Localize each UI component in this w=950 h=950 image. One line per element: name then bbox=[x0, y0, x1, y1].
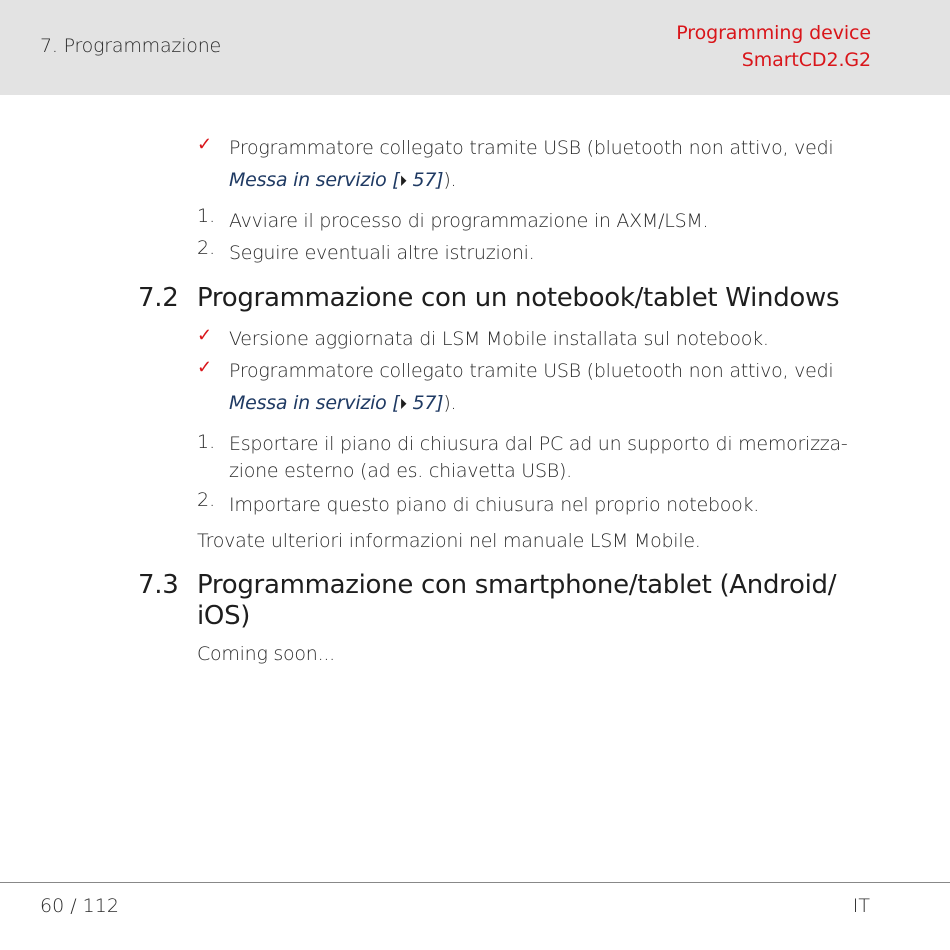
product-line-2: SmartCD2.G2 bbox=[741, 49, 871, 71]
prerequisite-text: Programmatore collegato tramite USB (bluetooth non attivo, vedi bbox=[229, 137, 834, 159]
section-number: 7.2 bbox=[138, 283, 179, 313]
step-item bbox=[229, 431, 859, 485]
triangle-icon: ⏵ bbox=[399, 395, 407, 413]
triangle-icon: ⏵ bbox=[399, 172, 407, 190]
cross-reference-link[interactable] bbox=[229, 392, 443, 414]
prerequisite-item: Versione aggiornata di LSM Mobile installata sul notebook. bbox=[229, 328, 769, 350]
checkmark-icon: ✓ bbox=[197, 357, 213, 378]
step-line-2: zione esterno (ad es. chiavetta USB). bbox=[229, 460, 572, 482]
prerequisite-item bbox=[229, 132, 859, 197]
link-close: ). bbox=[443, 392, 457, 414]
product-line-1: Programming device bbox=[676, 22, 871, 44]
page-number: 60 / 112 bbox=[40, 895, 119, 917]
body-paragraph: Coming soon... bbox=[197, 643, 335, 665]
link-text: Messa in servizio [ bbox=[229, 169, 400, 191]
prerequisite-text: Programmatore collegato tramite USB (bluetooth non attivo, vedi bbox=[229, 360, 834, 382]
step-number: 1. bbox=[197, 205, 216, 227]
chapter-title: 7. Programmazione bbox=[40, 35, 222, 57]
link-text: Messa in servizio [ bbox=[229, 392, 400, 414]
cross-reference-link[interactable] bbox=[229, 169, 443, 191]
language-code: IT bbox=[852, 895, 870, 917]
step-line-1: Esportare il piano di chiusura dal PC ad un supporto di memorizza- bbox=[229, 433, 848, 455]
checkmark-icon: ✓ bbox=[197, 325, 213, 346]
section-title: Programmazione con un notebook/tablet Windows bbox=[197, 283, 840, 313]
footer-divider bbox=[0, 882, 950, 883]
section-title-line-2: iOS) bbox=[197, 601, 251, 631]
link-close: ). bbox=[443, 169, 457, 191]
product-name bbox=[676, 20, 871, 74]
step-number: 2. bbox=[197, 237, 216, 259]
step-item: Avviare il processo di programmazione in AXM/LSM. bbox=[229, 210, 709, 232]
step-number: 1. bbox=[197, 431, 216, 453]
section-title bbox=[197, 570, 857, 632]
step-number: 2. bbox=[197, 489, 216, 511]
link-page: 57] bbox=[406, 169, 444, 191]
prerequisite-item bbox=[229, 355, 859, 420]
step-item: Importare questo piano di chiusura nel proprio notebook. bbox=[229, 494, 760, 516]
section-number: 7.3 bbox=[138, 570, 179, 600]
step-item: Seguire eventuali altre istruzioni. bbox=[229, 242, 535, 264]
page-header bbox=[0, 0, 950, 95]
link-page: 57] bbox=[406, 392, 444, 414]
section-title-line-1: Programmazione con smartphone/tablet (Android/ bbox=[197, 570, 837, 600]
note-paragraph: Trovate ulteriori informazioni nel manuale LSM Mobile. bbox=[197, 530, 701, 552]
checkmark-icon: ✓ bbox=[197, 134, 213, 155]
